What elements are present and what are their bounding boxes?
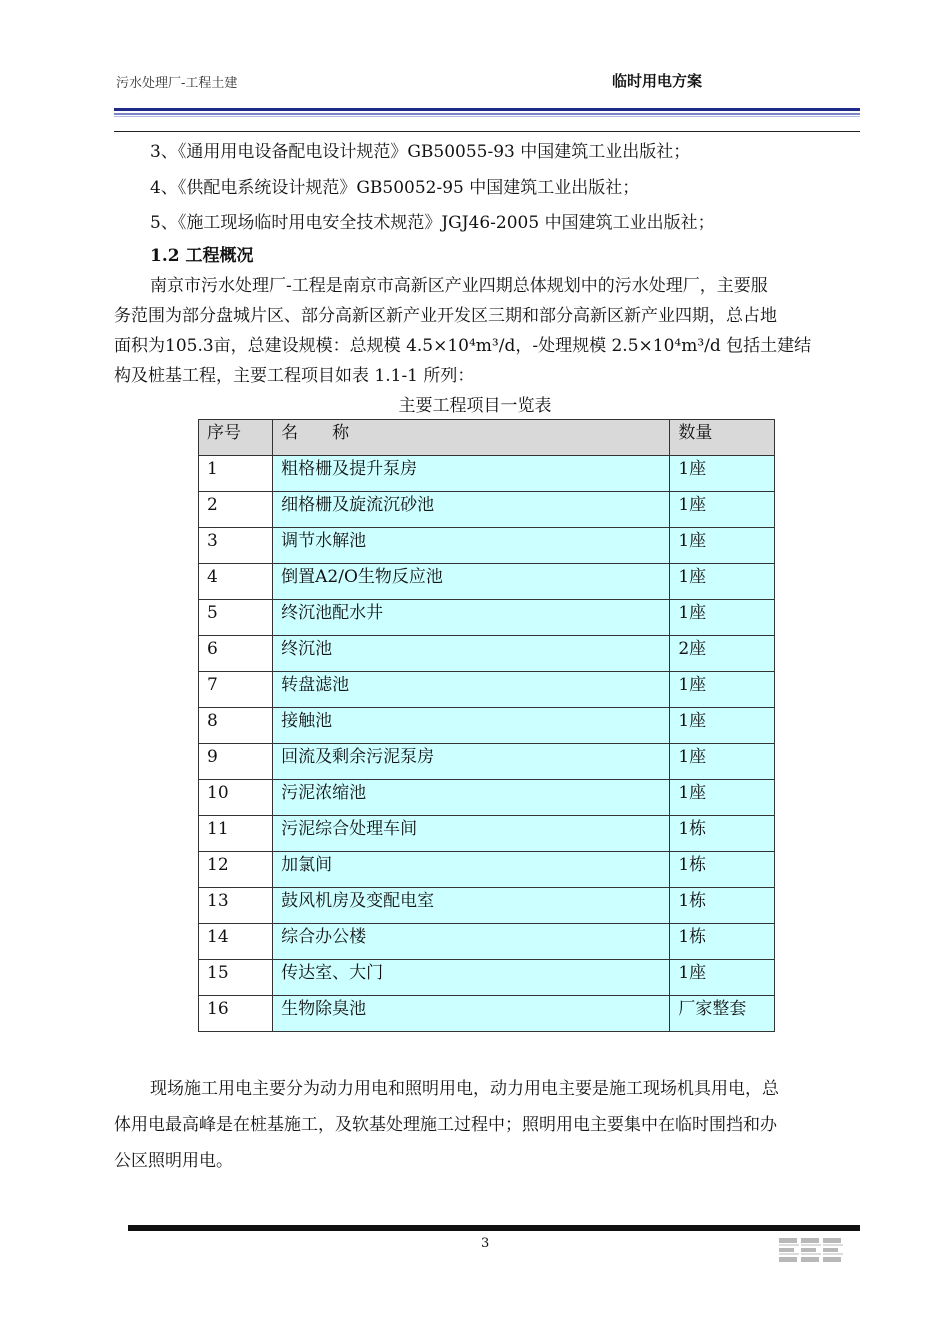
cell-quantity: 1座	[670, 456, 775, 492]
cell-quantity: 厂家整套	[670, 996, 775, 1032]
cell-name: 回流及剩余污泥泵房	[273, 744, 670, 780]
table-row	[199, 564, 775, 600]
table-row	[199, 888, 775, 924]
header-rule	[114, 108, 860, 111]
power-note-line: 体用电最高峰是在桩基施工，及软基处理施工过程中；照明用电主要集中在临时围挡和办	[114, 1115, 777, 1135]
header-rule	[114, 113, 860, 115]
header-rule	[114, 131, 860, 132]
cell-name: 转盘滤池	[273, 672, 670, 708]
overview-line: 务范围为部分盘城片区、部分高新区新产业开发区三期和部分高新区新产业四期，总占地	[114, 306, 777, 326]
overview-line: 构及桩基工程，主要工程项目如表 1.1-1 所列：	[114, 366, 475, 386]
table-row	[199, 960, 775, 996]
cell-quantity: 1座	[670, 564, 775, 600]
cell-index: 2	[199, 492, 273, 528]
cell-name: 粗格栅及提升泵房	[273, 456, 670, 492]
cell-index: 7	[199, 672, 273, 708]
cell-name: 综合办公楼	[273, 924, 670, 960]
cell-index: 14	[199, 924, 273, 960]
cell-index: 13	[199, 888, 273, 924]
table-row	[199, 924, 775, 960]
table-row	[199, 816, 775, 852]
power-note-paragraph	[114, 1071, 858, 1179]
cell-index: 12	[199, 852, 273, 888]
power-note-line: 现场施工用电主要分为动力用电和照明用电，动力用电主要是施工现场机具用电，总	[150, 1079, 779, 1099]
cell-index: 9	[199, 744, 273, 780]
cell-index: 10	[199, 780, 273, 816]
cell-quantity: 1座	[670, 600, 775, 636]
company-logo-icon	[779, 1236, 845, 1266]
cell-index: 16	[199, 996, 273, 1032]
cell-name: 污泥综合处理车间	[273, 816, 670, 852]
reference-item: 4、《供配电系统设计规范》GB50052-95 中国建筑工业出版社；	[150, 178, 640, 198]
header-rule	[114, 116, 860, 117]
cell-index: 8	[199, 708, 273, 744]
cell-index: 6	[199, 636, 273, 672]
table-row	[199, 996, 775, 1032]
table-row	[199, 456, 775, 492]
table-row	[199, 780, 775, 816]
header-cell: 序号	[199, 420, 273, 456]
cell-quantity: 1座	[670, 708, 775, 744]
cell-quantity: 1栋	[670, 888, 775, 924]
overview-line: 面积为105.3亩，总建设规模：总规模 4.5×10⁴m³/d，-处理规模 2.5×10⁴m³/d 包括土建结	[114, 336, 812, 356]
cell-index: 3	[199, 528, 273, 564]
project-table	[198, 419, 775, 1032]
cell-quantity: 1栋	[670, 924, 775, 960]
cell-quantity: 1座	[670, 960, 775, 996]
header-cell: 名 称	[273, 420, 670, 456]
cell-name: 终沉池配水井	[273, 600, 670, 636]
cell-name: 加氯间	[273, 852, 670, 888]
cell-quantity: 1座	[670, 528, 775, 564]
cell-index: 4	[199, 564, 273, 600]
cell-name: 传达室、大门	[273, 960, 670, 996]
cell-quantity: 1座	[670, 744, 775, 780]
table-row	[199, 492, 775, 528]
power-note-line: 公区照明用电。	[114, 1151, 233, 1171]
header-right-title: 临时用电方案	[612, 72, 703, 90]
cell-name: 生物除臭池	[273, 996, 670, 1032]
cell-index: 5	[199, 600, 273, 636]
cell-name: 倒置A2/O生物反应池	[273, 564, 670, 600]
table-row	[199, 672, 775, 708]
footer-rule	[128, 1225, 860, 1231]
table-row	[199, 528, 775, 564]
cell-quantity: 1座	[670, 672, 775, 708]
cell-index: 11	[199, 816, 273, 852]
cell-name: 鼓风机房及变配电室	[273, 888, 670, 924]
cell-quantity: 2座	[670, 636, 775, 672]
table-row	[199, 600, 775, 636]
cell-name: 终沉池	[273, 636, 670, 672]
table-row	[199, 852, 775, 888]
header-cell: 数量	[670, 420, 775, 456]
cell-index: 1	[199, 456, 273, 492]
cell-name: 细格栅及旋流沉砂池	[273, 492, 670, 528]
section-title: 1.2 工程概况	[150, 246, 254, 266]
table-header-row	[199, 420, 775, 456]
cell-index: 15	[199, 960, 273, 996]
table-caption: 主要工程项目一览表	[398, 396, 552, 416]
reference-item: 5、《施工现场临时用电安全技术规范》JGJ46-2005 中国建筑工业出版社；	[150, 213, 715, 233]
table-row	[199, 744, 775, 780]
overview-line: 南京市污水处理厂-工程是南京市高新区产业四期总体规划中的污水处理厂，主要服	[150, 276, 768, 296]
table-row	[199, 636, 775, 672]
cell-name: 调节水解池	[273, 528, 670, 564]
cell-name: 接触池	[273, 708, 670, 744]
cell-quantity: 1座	[670, 492, 775, 528]
overview-paragraph	[114, 271, 858, 391]
header-left-title: 污水处理厂-工程土建	[116, 76, 238, 91]
table-row	[199, 708, 775, 744]
reference-item: 3、《通用用电设备配电设计规范》GB50055-93 中国建筑工业出版社；	[150, 142, 691, 162]
cell-quantity: 1栋	[670, 816, 775, 852]
cell-quantity: 1栋	[670, 852, 775, 888]
page-number: 3	[481, 1236, 490, 1251]
cell-name: 污泥浓缩池	[273, 780, 670, 816]
cell-quantity: 1座	[670, 780, 775, 816]
